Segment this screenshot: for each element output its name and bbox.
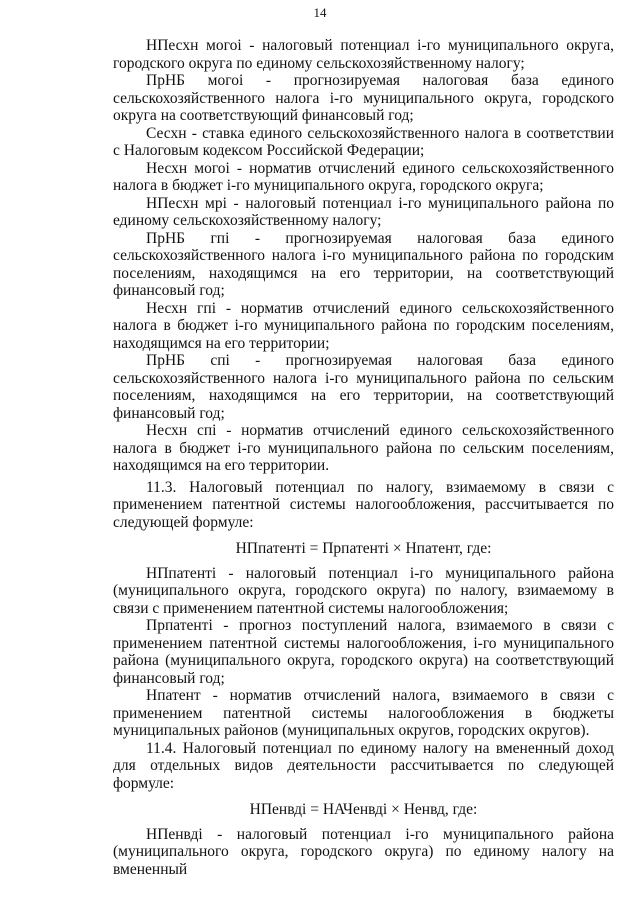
paragraph-prnb-sp: ПрНБ спі - прогнозируемая налоговая база единого сельскохозяйственного налога і-го муниципального района по сельским поселениям, находящимся на его территории, на соответствующий финансовый год; xyxy=(113,352,614,422)
paragraph-prpatent: Прпатенті - прогноз поступлений налога, взимаемого в связи с применением патентной системы налогообложения, і-го муниципального района (муниципального округа, городского округа) на соответствующий финансовый год; xyxy=(113,617,614,687)
paragraph-neskhn-sp: Несхн спі - норматив отчислений единого сельскохозяйственного налога в бюджет і-го муниципального района по сельским поселениям, находящимся на его территории. xyxy=(113,422,614,474)
page-number: 14 xyxy=(313,5,327,20)
paragraph-npeskhn-mr: НПесхн мрі - налоговый потенциал і-го муниципального района по единому сельскохозяйственному налогу; xyxy=(113,194,614,229)
paragraph-section-11-3: 11.3. Налоговый потенциал по налогу, взимаемому в связи с применением патентной системы налогообложения, рассчитывается по следующей формуле: xyxy=(113,478,614,531)
paragraph-neskhn-mogo: Несхн могоі - норматив отчислений единого сельскохозяйственного налога в бюджет і-го муниципального округа, городского округа; xyxy=(113,159,614,194)
formula-patent: НПпатенті = Прпатенті × Нпатент, где: xyxy=(235,540,492,557)
paragraph-neskhn-gp: Несхн гпі - норматив отчислений единого сельскохозяйственного налога в бюджет і-го муниципального района по городским поселениям, находящимся на его территории; xyxy=(113,299,614,352)
paragraph-npeskhn-mogo: НПесхн могоі - налоговый потенциал і-го муниципального округа, городского округа по единому сельскохозяйственному налогу; xyxy=(113,37,614,72)
paragraph-npenvd: НПенвді - налоговый потенциал і-го муниципального района (муниципального округа, городского округа) по единому налогу на вмененный xyxy=(113,825,614,878)
paragraph-seskhn: Сесхн - ставка единого сельскохозяйственного налога в соответствии с Налоговым кодексом Российской Федерации; xyxy=(113,124,614,159)
paragraph-prnb-gp: ПрНБ гпі - прогнозируемая налоговая база единого сельскохозяйственного налога і-го муниципального района по городским поселениям, находящимся на его территории, на соответствующий финансовый год; xyxy=(113,229,614,299)
document-body xyxy=(113,37,614,878)
formula-envd: НПенвді = НАЧенвді × Ненвд, где: xyxy=(249,801,478,818)
paragraph-section-11-4: 11.4. Налоговый потенциал по единому налогу на вмененный доход для отдельных видов деятельности рассчитывается по следующей формуле: xyxy=(113,739,614,792)
paragraph-npatent: Нпатент - норматив отчислений налога, взимаемого в связи с применением патентной системы налогообложения в бюджеты муниципальных районов (муниципальных округов, городских округов). xyxy=(113,687,614,739)
paragraph-prnb-mogo: ПрНБ могоі - прогнозируемая налоговая база единого сельскохозяйственного налога і-го муниципального округа, городского округа на соответствующий финансовый год; xyxy=(113,72,614,124)
paragraph-nppatent: НПпатенті - налоговый потенциал і-го муниципального района (муниципального округа, городского округа) по налогу, взимаемому в связи с применением патентной системы налогообложения; xyxy=(113,564,614,617)
